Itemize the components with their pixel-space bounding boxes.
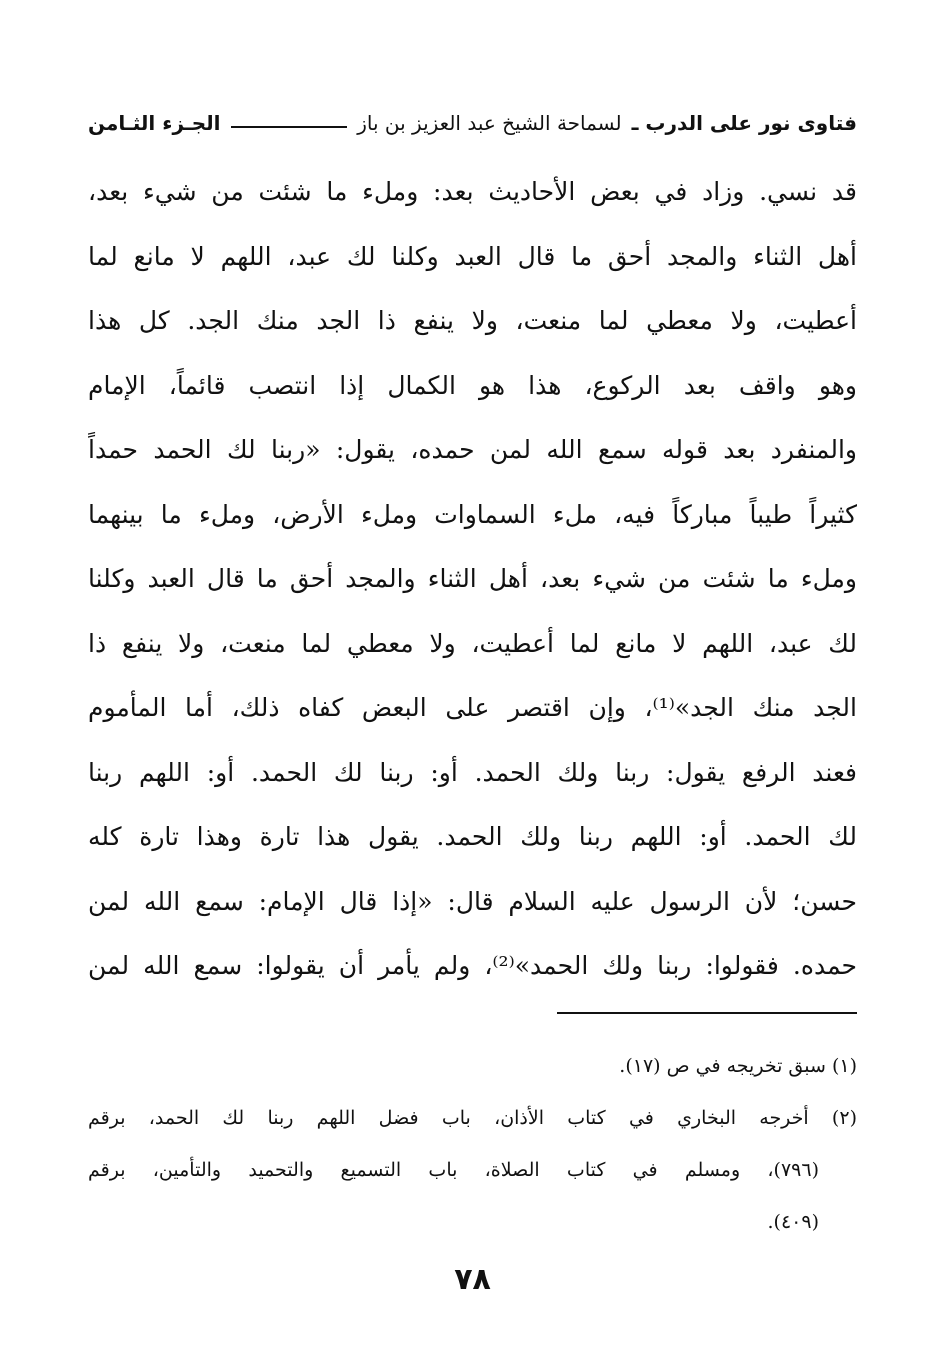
footnotes — [88, 1040, 857, 1248]
footnote-2: (٢) أخرجه البخاري في كتاب الأذان، باب فضل اللهم ربنا لك الحمد، برقم — [88, 1107, 857, 1129]
text-line: وهو واقف بعد الركوع، هذا هو الكمال إذا انتصب قائماً، الإمام — [88, 370, 857, 400]
header-rule — [231, 126, 348, 128]
footnote-1: (١) سبق تخريجه في ص (١٧). — [619, 1055, 857, 1077]
text-line: أعطيت، ولا معطي لما منعت، ولا ينفع ذا الجد منك الجد. كل هذا — [88, 306, 857, 335]
text-line: وملء ما شئت من شيء بعد، أهل الثناء والمجد أحق ما قال العبد وكلنا — [88, 564, 857, 593]
author-name: لسماحة الشيخ عبد العزيز بن باز — [357, 111, 622, 135]
footnote-separator — [557, 1012, 857, 1014]
text-line: قد نسي. وزاد في بعض الأحاديث بعد: وملء ما شئت من شيء بعد، — [88, 177, 857, 206]
text-line: والمنفرد بعد قوله سمع الله لمن حمده، يقول: «ربنا لك الحمد حمداً — [88, 435, 857, 464]
book-title: فتاوى نور على الدرب ـ — [631, 111, 857, 135]
text-line: حمده. فقولوا: ربنا ولك الحمد»⁽²⁾، ولم يأمر أن يقولوا: سمع الله لمن — [88, 951, 857, 980]
text-line: الجد منك الجد»⁽¹⁾، وإن اقتصر على البعض كفاه ذلك، أما المأموم — [88, 693, 857, 722]
footnote-2-continuation: (٤٠٩). — [767, 1211, 819, 1233]
volume-part: الجـزء الثـامن — [88, 111, 221, 135]
main-text — [88, 160, 857, 999]
text-line: فعند الرفع يقول: ربنا ولك الحمد. أو: ربنا لك الحمد. أو: اللهم ربنا — [88, 757, 857, 787]
text-line: لك الحمد. أو: اللهم ربنا ولك الحمد. يقول هذا تارة وهذا تارة كله — [88, 822, 857, 851]
text-line: كثيراً طيباً مباركاً فيه، ملء السماوات وملء الأرض، وملء ما بينهما — [88, 499, 857, 529]
page-number: ٧٨ — [454, 1262, 491, 1297]
text-line: حسن؛ لأن الرسول عليه السلام قال: «إذا قال الإمام: سمع الله لمن — [88, 886, 857, 916]
text-line: لك عبد، اللهم لا مانع لما أعطيت، ولا معطي لما منعت، ولا ينفع ذا — [88, 628, 857, 658]
text-line: أهل الثناء والمجد أحق ما قال العبد وكلنا لك عبد، اللهم لا مانع لما — [88, 241, 857, 271]
running-header — [88, 105, 857, 141]
footnote-2-continuation: (٧٩٦)، ومسلم في كتاب الصلاة، باب التسميع والتحميد والتأمين، برقم — [88, 1159, 819, 1181]
